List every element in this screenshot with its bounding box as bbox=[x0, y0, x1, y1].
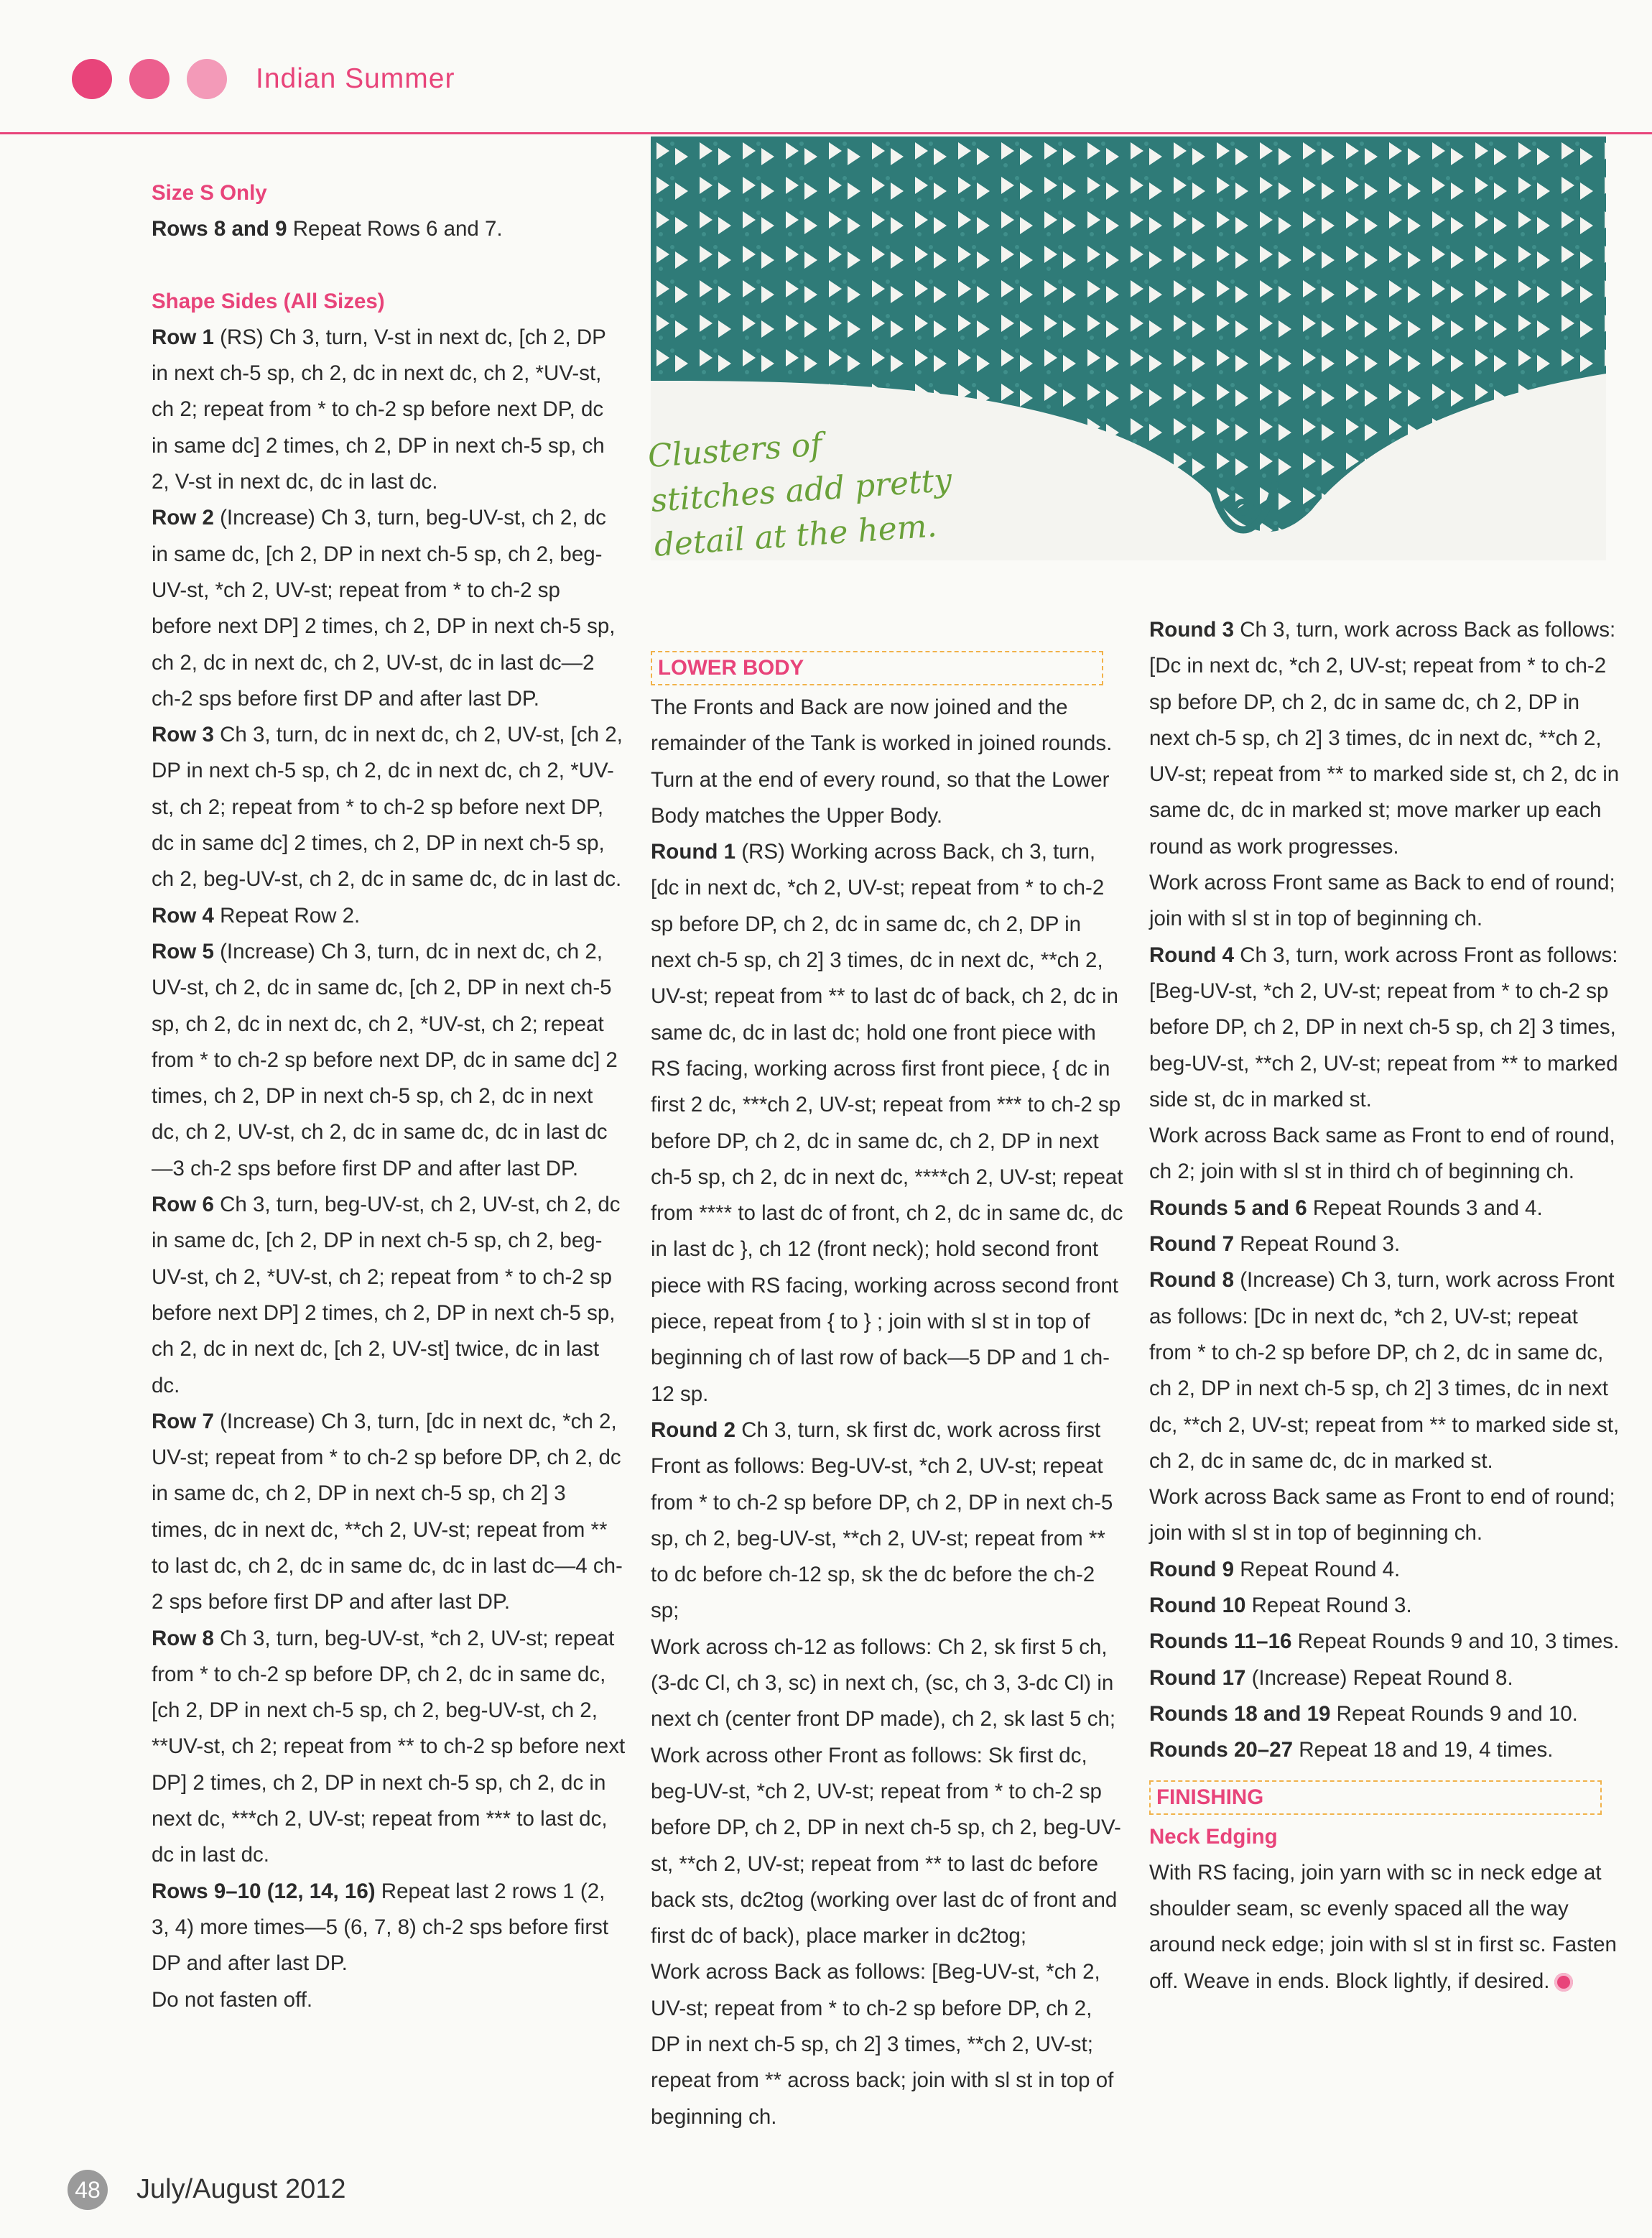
header-dot-1 bbox=[72, 59, 112, 99]
label: Row 1 bbox=[152, 325, 214, 349]
rows-8-9 bbox=[152, 211, 626, 247]
round-2 bbox=[651, 1412, 1125, 1629]
round-4-back: Work across Back same as Front to end of round, ch 2; join with sl st in third ch of beginning ch. bbox=[1149, 1124, 1615, 1184]
label: Rows 8 and 9 bbox=[152, 217, 287, 241]
column-1 bbox=[152, 175, 626, 2018]
text: (Increase) Ch 3, turn, [dc in next dc, *ch 2, UV-st; repeat from * to ch-2 sp before DP, ch 2, dc in same dc, ch 2, DP in next ch-5 sp, ch 2] 3 times, dc in next dc, **ch 2, UV-st; repeat from ** to last dc, ch 2, dc in same dc, dc in last dc—4 ch-2 sps before first DP and after last DP. bbox=[152, 1409, 623, 1614]
column-2 bbox=[651, 648, 1125, 2135]
round-1 bbox=[651, 834, 1125, 1412]
neck-edging-text bbox=[1149, 1855, 1623, 1999]
column-3 bbox=[1149, 612, 1623, 1999]
row-4 bbox=[152, 898, 626, 934]
text: (Increase) Ch 3, turn, dc in next dc, ch 2, UV-st, ch 2, dc in same dc, [ch 2, DP in next ch-5 sp, ch 2, dc in next dc, ch 2, *UV-st, ch 2; repeat from * to ch-2 sp before next DP, dc in same dc] 2 times, ch 2, DP in next ch-5 sp, ch 2, dc in next dc, ch 2, UV-st, ch 2, dc in same dc, dc in last dc—3 ch-2 sps before first DP and after last DP. bbox=[152, 939, 618, 1180]
round-7 bbox=[1149, 1226, 1623, 1262]
text: Ch 3, turn, sk first dc, work across first Front as follows: Beg-UV-st, *ch 2, UV-st; repeat from * to ch-2 sp before DP, ch 2, DP in next ch-5 sp, ch 2, beg-UV-st, **ch 2, UV-st; repeat from ** to dc before ch-12 sp, sk the dc before the ch-2 sp; bbox=[651, 1418, 1113, 1623]
photo-caption: Clusters of stitches add pretty detail at the hem. bbox=[646, 426, 953, 564]
label: Round 17 bbox=[1149, 1665, 1246, 1690]
label: Row 5 bbox=[152, 939, 214, 963]
label: Row 8 bbox=[152, 1626, 214, 1650]
label: Round 10 bbox=[1149, 1594, 1246, 1618]
row-6 bbox=[152, 1187, 626, 1404]
label: Round 1 bbox=[651, 840, 735, 864]
ch12-instructions: Work across ch-12 as follows: Ch 2, sk first 5 ch, (3-dc Cl, ch 3, sc) in next ch, (sc, ch 3, 3-dc Cl) in next ch (center front DP made), ch 2, sk last 5 ch; bbox=[651, 1634, 1116, 1731]
text: Repeat Rounds 3 and 4. bbox=[1307, 1196, 1543, 1220]
text: Ch 3, turn, work across Back as follows: [Dc in next dc, *ch 2, UV-st; repeat from * to ch-2 sp before DP, ch 2, dc in same dc, ch 2, DP in next ch-5 sp, ch 2] 3 times, dc in next dc, **ch 2, UV-st; repeat from ** to marked side st, ch 2, dc in same dc, dc in marked st; move marker up each round as work progresses. bbox=[1149, 618, 1620, 859]
text: Ch 3, turn, beg-UV-st, ch 2, UV-st, ch 2, dc in same dc, [ch 2, DP in next ch-5 sp, ch 2, beg-UV-st, ch 2, *UV-st, ch 2; repeat from * to ch-2 sp before next DP] 2 times, ch 2, DP in next ch-5 sp, ch 2, dc in next dc, [ch 2, UV-st] twice, dc in last dc. bbox=[152, 1193, 621, 1397]
section-title: Indian Summer bbox=[256, 63, 455, 94]
finishing-heading: FINISHING bbox=[1149, 1780, 1602, 1815]
rounds-20-27 bbox=[1149, 1732, 1623, 1768]
text: Repeat Rows 6 and 7. bbox=[287, 217, 503, 241]
label: Round 3 bbox=[1149, 618, 1234, 642]
label: Round 7 bbox=[1149, 1232, 1234, 1257]
round-17 bbox=[1149, 1660, 1623, 1696]
label: Rounds 20–27 bbox=[1149, 1738, 1294, 1762]
rows-9-10 bbox=[152, 1874, 626, 1982]
back-instructions: Work across Back as follows: [Beg-UV-st, *ch 2, UV-st; repeat from * to ch-2 sp before DP, ch 2, DP in next ch-5 sp, ch 2] 3 times, **ch 2, UV-st; repeat from ** across back; join with sl st in top of beginning ch. bbox=[651, 1960, 1114, 2129]
label: Rounds 5 and 6 bbox=[1149, 1196, 1307, 1220]
label: Rows 9–10 (12, 14, 16) bbox=[152, 1879, 376, 1903]
header-rule bbox=[0, 132, 1652, 134]
text: (Increase) Repeat Round 8. bbox=[1245, 1665, 1513, 1690]
row-7 bbox=[152, 1404, 626, 1621]
round-3-front: Work across Front same as Back to end of round; join with sl st in top of beginning ch. bbox=[1149, 871, 1615, 931]
round-9 bbox=[1149, 1552, 1623, 1588]
issue-date: July/August 2012 bbox=[136, 2174, 346, 2204]
lower-body-heading: LOWER BODY bbox=[651, 651, 1103, 685]
label: Rounds 11–16 bbox=[1149, 1629, 1292, 1654]
text: Repeat Row 2. bbox=[213, 903, 361, 928]
rounds-5-6 bbox=[1149, 1190, 1623, 1226]
row-3 bbox=[152, 717, 626, 897]
label: Row 6 bbox=[152, 1193, 214, 1217]
other-front-instructions: Work across other Front as follows: Sk first dc, beg-UV-st, *ch 2, UV-st; repeat from * to ch-2 sp before DP, ch 2, DP in next ch-5 sp, ch 2, beg-UV-st, **ch 2, UV-st; repeat from ** to last dc before back sts, dc2tog (working over last dc of front and first dc of back), place marker in dc2tog; bbox=[651, 1743, 1121, 1948]
round-8 bbox=[1149, 1262, 1623, 1479]
no-fasten-note: Do not fasten off. bbox=[152, 1987, 313, 2012]
rounds-11-16 bbox=[1149, 1624, 1623, 1660]
label: Rounds 18 and 19 bbox=[1149, 1701, 1331, 1726]
neck-edging-heading: Neck Edging bbox=[1149, 1824, 1278, 1849]
end-mark-icon bbox=[1554, 1973, 1573, 1992]
round-3 bbox=[1149, 612, 1623, 865]
text: Ch 3, turn, beg-UV-st, *ch 2, UV-st; repeat from * to ch-2 sp before DP, ch 2, dc in same dc, [ch 2, DP in next ch-5 sp, ch 2, beg-UV-st, ch 2, **UV-st, ch 2; repeat from ** to ch-2 sp before next DP] 2 times, ch 2, DP in next ch-5 sp, ch 2, dc in next dc, ***ch 2, UV-st; repeat from *** to last dc, dc in last dc. bbox=[152, 1626, 626, 1867]
text: Repeat Round 3. bbox=[1234, 1232, 1401, 1257]
header-dot-2 bbox=[129, 59, 170, 99]
row-2 bbox=[152, 500, 626, 717]
page-number: 48 bbox=[68, 2170, 108, 2210]
label: Round 4 bbox=[1149, 943, 1234, 967]
text: (Increase) Ch 3, turn, beg-UV-st, ch 2, dc in same dc, [ch 2, DP in next ch-5 sp, ch 2, beg-UV-st, *ch 2, UV-st; repeat from * to ch-2 sp before next DP] 2 times, ch 2, DP in next ch-5 sp, ch 2, dc in next dc, ch 2, UV-st, dc in last dc—2 ch-2 sps before first DP and after last DP. bbox=[152, 506, 616, 711]
round-10 bbox=[1149, 1588, 1623, 1624]
text: Repeat last 2 rows 1 (2, 3, 4) more times—5 (6, 7, 8) ch-2 sps before first DP and after last DP. bbox=[152, 1879, 609, 1976]
label: Row 7 bbox=[152, 1409, 214, 1433]
label: Row 3 bbox=[152, 723, 214, 747]
label: Row 2 bbox=[152, 506, 214, 530]
text: With RS facing, join yarn with sc in neck edge at shoulder seam, sc evenly spaced all the way around neck edge; join with sl st in first sc. Fasten off. Weave in ends. Block lightly, if desired. bbox=[1149, 1860, 1617, 1993]
header-dot-3 bbox=[187, 59, 227, 99]
text: (RS) Ch 3, turn, V-st in next dc, [ch 2, DP in next ch-5 sp, ch 2, dc in next dc, ch 2, *UV-st, ch 2; repeat from * to ch-2 sp before next DP, dc in same dc] 2 times, ch 2, DP in next ch-5 sp, ch 2, V-st in next dc, dc in last dc. bbox=[152, 325, 606, 494]
label: Round 8 bbox=[1149, 1268, 1234, 1293]
shape-sides-heading: Shape Sides (All Sizes) bbox=[152, 289, 385, 313]
lower-body-intro: The Fronts and Back are now joined and the remainder of the Tank is worked in joined rounds. Turn at the end of every round, so that the Lower Body matches the Upper Body. bbox=[651, 695, 1113, 828]
text: (RS) Working across Back, ch 3, turn, [dc in next dc, *ch 2, UV-st; repeat from * to ch-2 sp before DP, ch 2, dc in same dc, ch 2, DP in next ch-5 sp, ch 2] 3 times, dc in next dc, **ch 2, UV-st; repeat from ** to last dc of back, ch 2, dc in same dc, dc in last dc; hold one front piece with RS facing, working across first front piece, { dc in first 2 dc, ***ch 2, UV-st; repeat from *** to ch-2 sp before DP, ch 2, dc in same dc, ch 2, DP in next ch-5 sp, ch 2, dc in next dc, ****ch 2, UV-st; repeat from **** to last dc of front, ch 2, dc in same dc, dc in last dc }, ch 12 (front neck); hold second front piece with RS facing, working across second front piece, repeat from { to } ; join with sl st in top of beginning ch of last row of back—5 DP and 1 ch-12 sp. bbox=[651, 840, 1123, 1406]
text: Repeat 18 and 19, 4 times. bbox=[1293, 1738, 1554, 1762]
text: (Increase) Ch 3, turn, work across Front as follows: [Dc in next dc, *ch 2, UV-st; repeat from * to ch-2 sp before DP, ch 2, dc in same dc, ch 2, DP in next ch-5 sp, ch 2] 3 times, dc in next dc, **ch 2, UV-st; repeat from ** to marked side st, ch 2, dc in same dc, dc in marked st. bbox=[1149, 1268, 1620, 1473]
label: Round 9 bbox=[1149, 1557, 1234, 1581]
text: Repeat Rounds 9 and 10. bbox=[1330, 1701, 1578, 1726]
text: Repeat Rounds 9 and 10, 3 times. bbox=[1291, 1629, 1620, 1654]
row-1 bbox=[152, 320, 626, 500]
rounds-18-19 bbox=[1149, 1696, 1623, 1732]
size-s-heading: Size S Only bbox=[152, 181, 267, 205]
label: Round 2 bbox=[651, 1418, 735, 1442]
text: Ch 3, turn, work across Front as follows: [Beg-UV-st, *ch 2, UV-st; repeat from * to ch-2 sp before DP, ch 2, DP in next ch-5 sp, ch 2] 3 times, beg-UV-st, **ch 2, UV-st; repeat from ** to marked side st, dc in marked st. bbox=[1149, 943, 1618, 1111]
round-8-back: Work across Back same as Front to end of round; join with sl st in top of beginning ch. bbox=[1149, 1485, 1615, 1545]
label: Row 4 bbox=[152, 903, 214, 928]
text: Ch 3, turn, dc in next dc, ch 2, UV-st, [ch 2, DP in next ch-5 sp, ch 2, dc in next dc, ch 2, *UV-st, ch 2; repeat from * to ch-2 sp before next DP, dc in same dc] 2 times, ch 2, DP in next ch-5 sp, ch 2, beg-UV-st, ch 2, dc in same dc, dc in last dc. bbox=[152, 723, 623, 892]
round-4 bbox=[1149, 938, 1623, 1118]
text: Repeat Round 3. bbox=[1245, 1594, 1412, 1618]
row-5 bbox=[152, 934, 626, 1187]
text: Repeat Round 4. bbox=[1234, 1557, 1401, 1581]
row-8 bbox=[152, 1621, 626, 1874]
